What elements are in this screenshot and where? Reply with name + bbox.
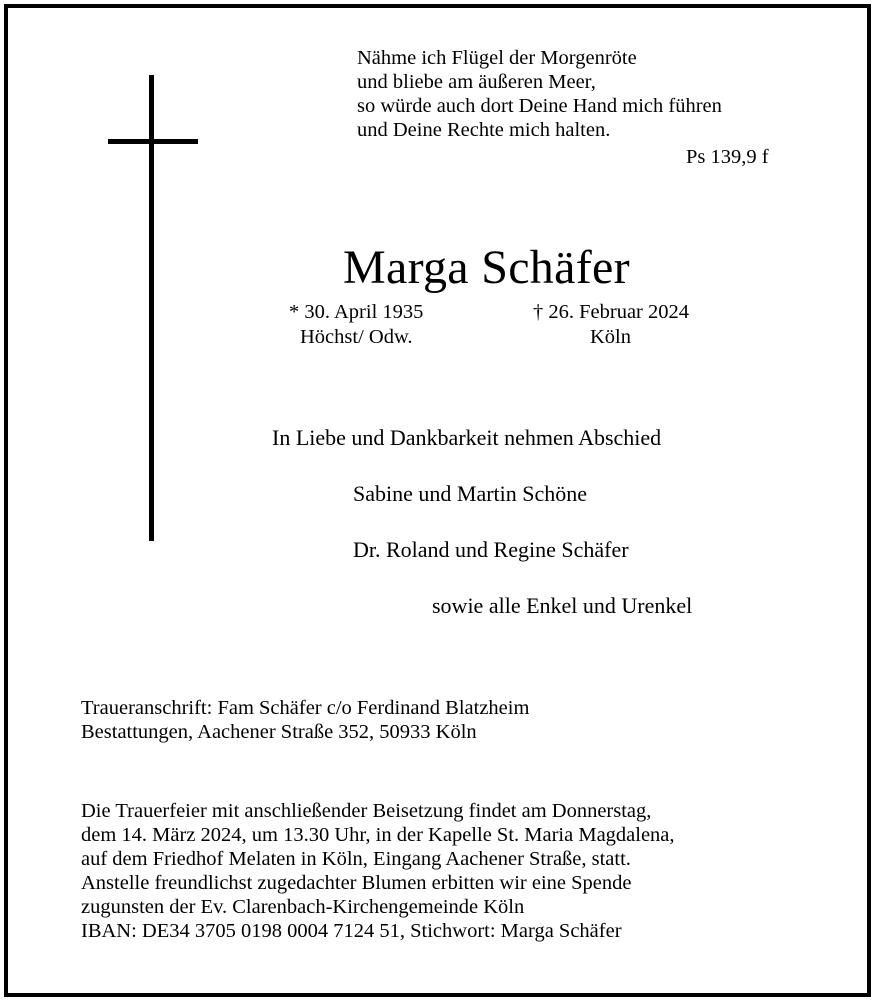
service-line-3: auf dem Friedhof Melaten in Köln, Eingang Aachener Straße, statt. <box>81 848 631 870</box>
service-line-4: Anstelle freundlichst zugedachter Blumen erbitten wir eine Spende <box>81 872 632 894</box>
deceased-name: Marga Schäfer <box>343 241 630 294</box>
mourner-1: Sabine und Martin Schöne <box>353 481 588 506</box>
mourners-intro: In Liebe und Dankbarkeit nehmen Abschied <box>272 425 662 450</box>
cross-icon-bar <box>108 139 198 144</box>
service-line-6: IBAN: DE34 3705 0198 0004 7124 51, Stichwort: Marga Schäfer <box>81 920 622 942</box>
cross-icon <box>149 75 154 541</box>
mourners-closing: sowie alle Enkel und Urenkel <box>432 593 693 618</box>
psalm-line-3: so würde auch dort Deine Hand mich führen <box>357 95 722 117</box>
service-line-1: Die Trauerfeier mit anschließender Beisetzung findet am Donnerstag, <box>81 800 652 822</box>
service-line-2: dem 14. März 2024, um 13.30 Uhr, in der Kapelle St. Maria Magdalena, <box>81 824 675 846</box>
address-line-1: Traueranschrift: Fam Schäfer c/o Ferdinand Blatzheim <box>81 697 530 719</box>
address-line-2: Bestattungen, Aachener Straße 352, 50933 Köln <box>81 721 477 743</box>
mourner-2: Dr. Roland und Regine Schäfer <box>353 537 629 562</box>
birth-date: * 30. April 1935 <box>289 301 424 323</box>
psalm-line-4: und Deine Rechte mich halten. <box>357 119 611 141</box>
birth-place: Höchst/ Odw. <box>300 326 413 348</box>
death-date: † 26. Februar 2024 <box>533 301 690 323</box>
death-place: Köln <box>590 326 631 348</box>
psalm-line-1: Nähme ich Flügel der Morgenröte <box>357 47 637 69</box>
psalm-reference: Ps 139,9 f <box>686 146 769 168</box>
service-line-5: zugunsten der Ev. Clarenbach-Kirchengemeinde Köln <box>81 896 525 918</box>
psalm-line-2: und bliebe am äußeren Meer, <box>357 71 596 93</box>
